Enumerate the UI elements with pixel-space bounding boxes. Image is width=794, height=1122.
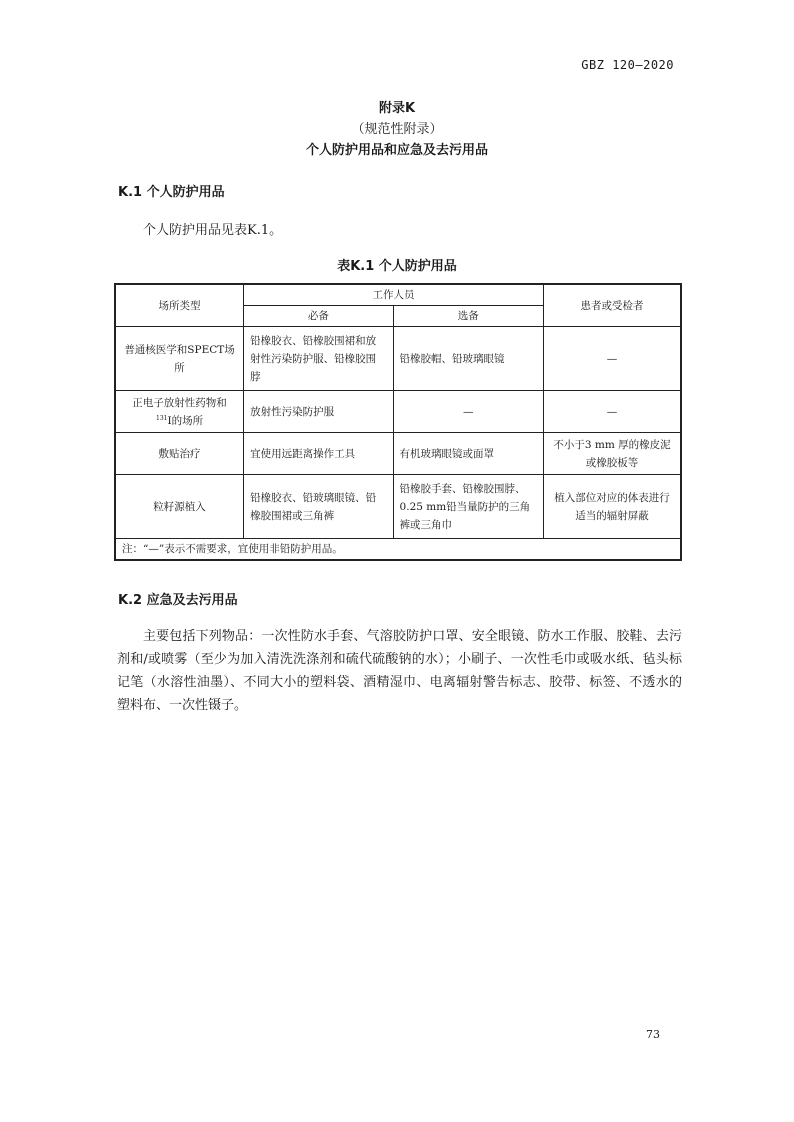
row-place: 普通核医学和SPECT场所 bbox=[115, 327, 244, 391]
section-k2-paragraph: 主要包括下列物品：一次性防水手套、气溶胶防护口罩、安全眼镜、防水工作服、胶鞋、去污剂和/或喷雾（至少为加入清洗洗涤剂和硫代硫酸钠的水）；小刷子、一次性毛巾或吸水纸、毡头标记笔（水溶性油墨）、不同大小的塑料袋、酒精湿巾、电离辐射警告标志、胶带、标签、不透水的塑料布、一次性镊子。 bbox=[117, 629, 682, 713]
header-staff: 工作人员 bbox=[244, 284, 544, 306]
row-place: 粒籽源植入 bbox=[115, 475, 244, 539]
appendix-subject: 个人防护用品和应急及去污用品 bbox=[305, 143, 488, 158]
row-place-line1: 正电子放射性药物和 bbox=[132, 396, 227, 409]
normative-label: （规范性附录） bbox=[351, 122, 443, 137]
row-patient: 植入部位对应的体表进行适当的辐射屏蔽 bbox=[543, 475, 681, 539]
section-k1-paragraph: 个人防护用品见表K.1。 bbox=[143, 223, 283, 238]
row-required: 铅橡胶衣、铅玻璃眼镜、铅橡胶围裙或三角裤 bbox=[244, 475, 393, 539]
header-optional: 选备 bbox=[393, 306, 543, 327]
table-caption: 表K.1 个人防护用品 bbox=[337, 259, 457, 274]
row-optional: 铅橡胶帽、铅玻璃眼镜 bbox=[393, 327, 543, 391]
standard-code: GBZ 120—2020 bbox=[581, 58, 674, 72]
row-place-line2: I的场所 bbox=[167, 414, 204, 427]
table-header-row bbox=[115, 284, 681, 306]
row-patient: — bbox=[543, 327, 681, 391]
row-required: 宜使用远距离操作工具 bbox=[244, 433, 393, 475]
row-optional: — bbox=[393, 391, 543, 433]
row-patient: 不小于3 mm 厚的橡皮泥或橡胶板等 bbox=[543, 433, 681, 475]
table-row bbox=[115, 391, 681, 433]
header-patient: 患者或受检者 bbox=[543, 284, 681, 327]
row-place bbox=[115, 391, 244, 433]
table-row bbox=[115, 327, 681, 391]
appendix-title: 附录K bbox=[378, 101, 416, 116]
table-note-row bbox=[115, 539, 681, 561]
row-optional: 有机玻璃眼镜或面罩 bbox=[393, 433, 543, 475]
appendix-heading bbox=[0, 98, 794, 161]
table-row bbox=[115, 433, 681, 475]
table-row bbox=[115, 475, 681, 539]
row-patient: — bbox=[543, 391, 681, 433]
row-required: 放射性污染防护服 bbox=[244, 391, 393, 433]
isotope-superscript: 131 bbox=[156, 414, 168, 422]
row-place: 敷贴治疗 bbox=[115, 433, 244, 475]
row-required: 铅橡胶衣、铅橡胶围裙和放射性污染防护服、铅橡胶围脖 bbox=[244, 327, 393, 391]
row-optional: 铅橡胶手套、铅橡胶围脖、0.25 mm铅当量防护的三角裤或三角巾 bbox=[393, 475, 543, 539]
section-k1-heading: K.1 个人防护用品 bbox=[118, 185, 225, 200]
table-note: 注：“—”表示不需要求，宜使用非铅防护用品。 bbox=[115, 539, 681, 561]
header-required: 必备 bbox=[244, 306, 393, 327]
section-k2-heading: K.2 应急及去污用品 bbox=[118, 593, 238, 608]
header-place-type: 场所类型 bbox=[115, 284, 244, 327]
ppe-table bbox=[114, 283, 682, 561]
page-number: 73 bbox=[646, 1028, 660, 1041]
